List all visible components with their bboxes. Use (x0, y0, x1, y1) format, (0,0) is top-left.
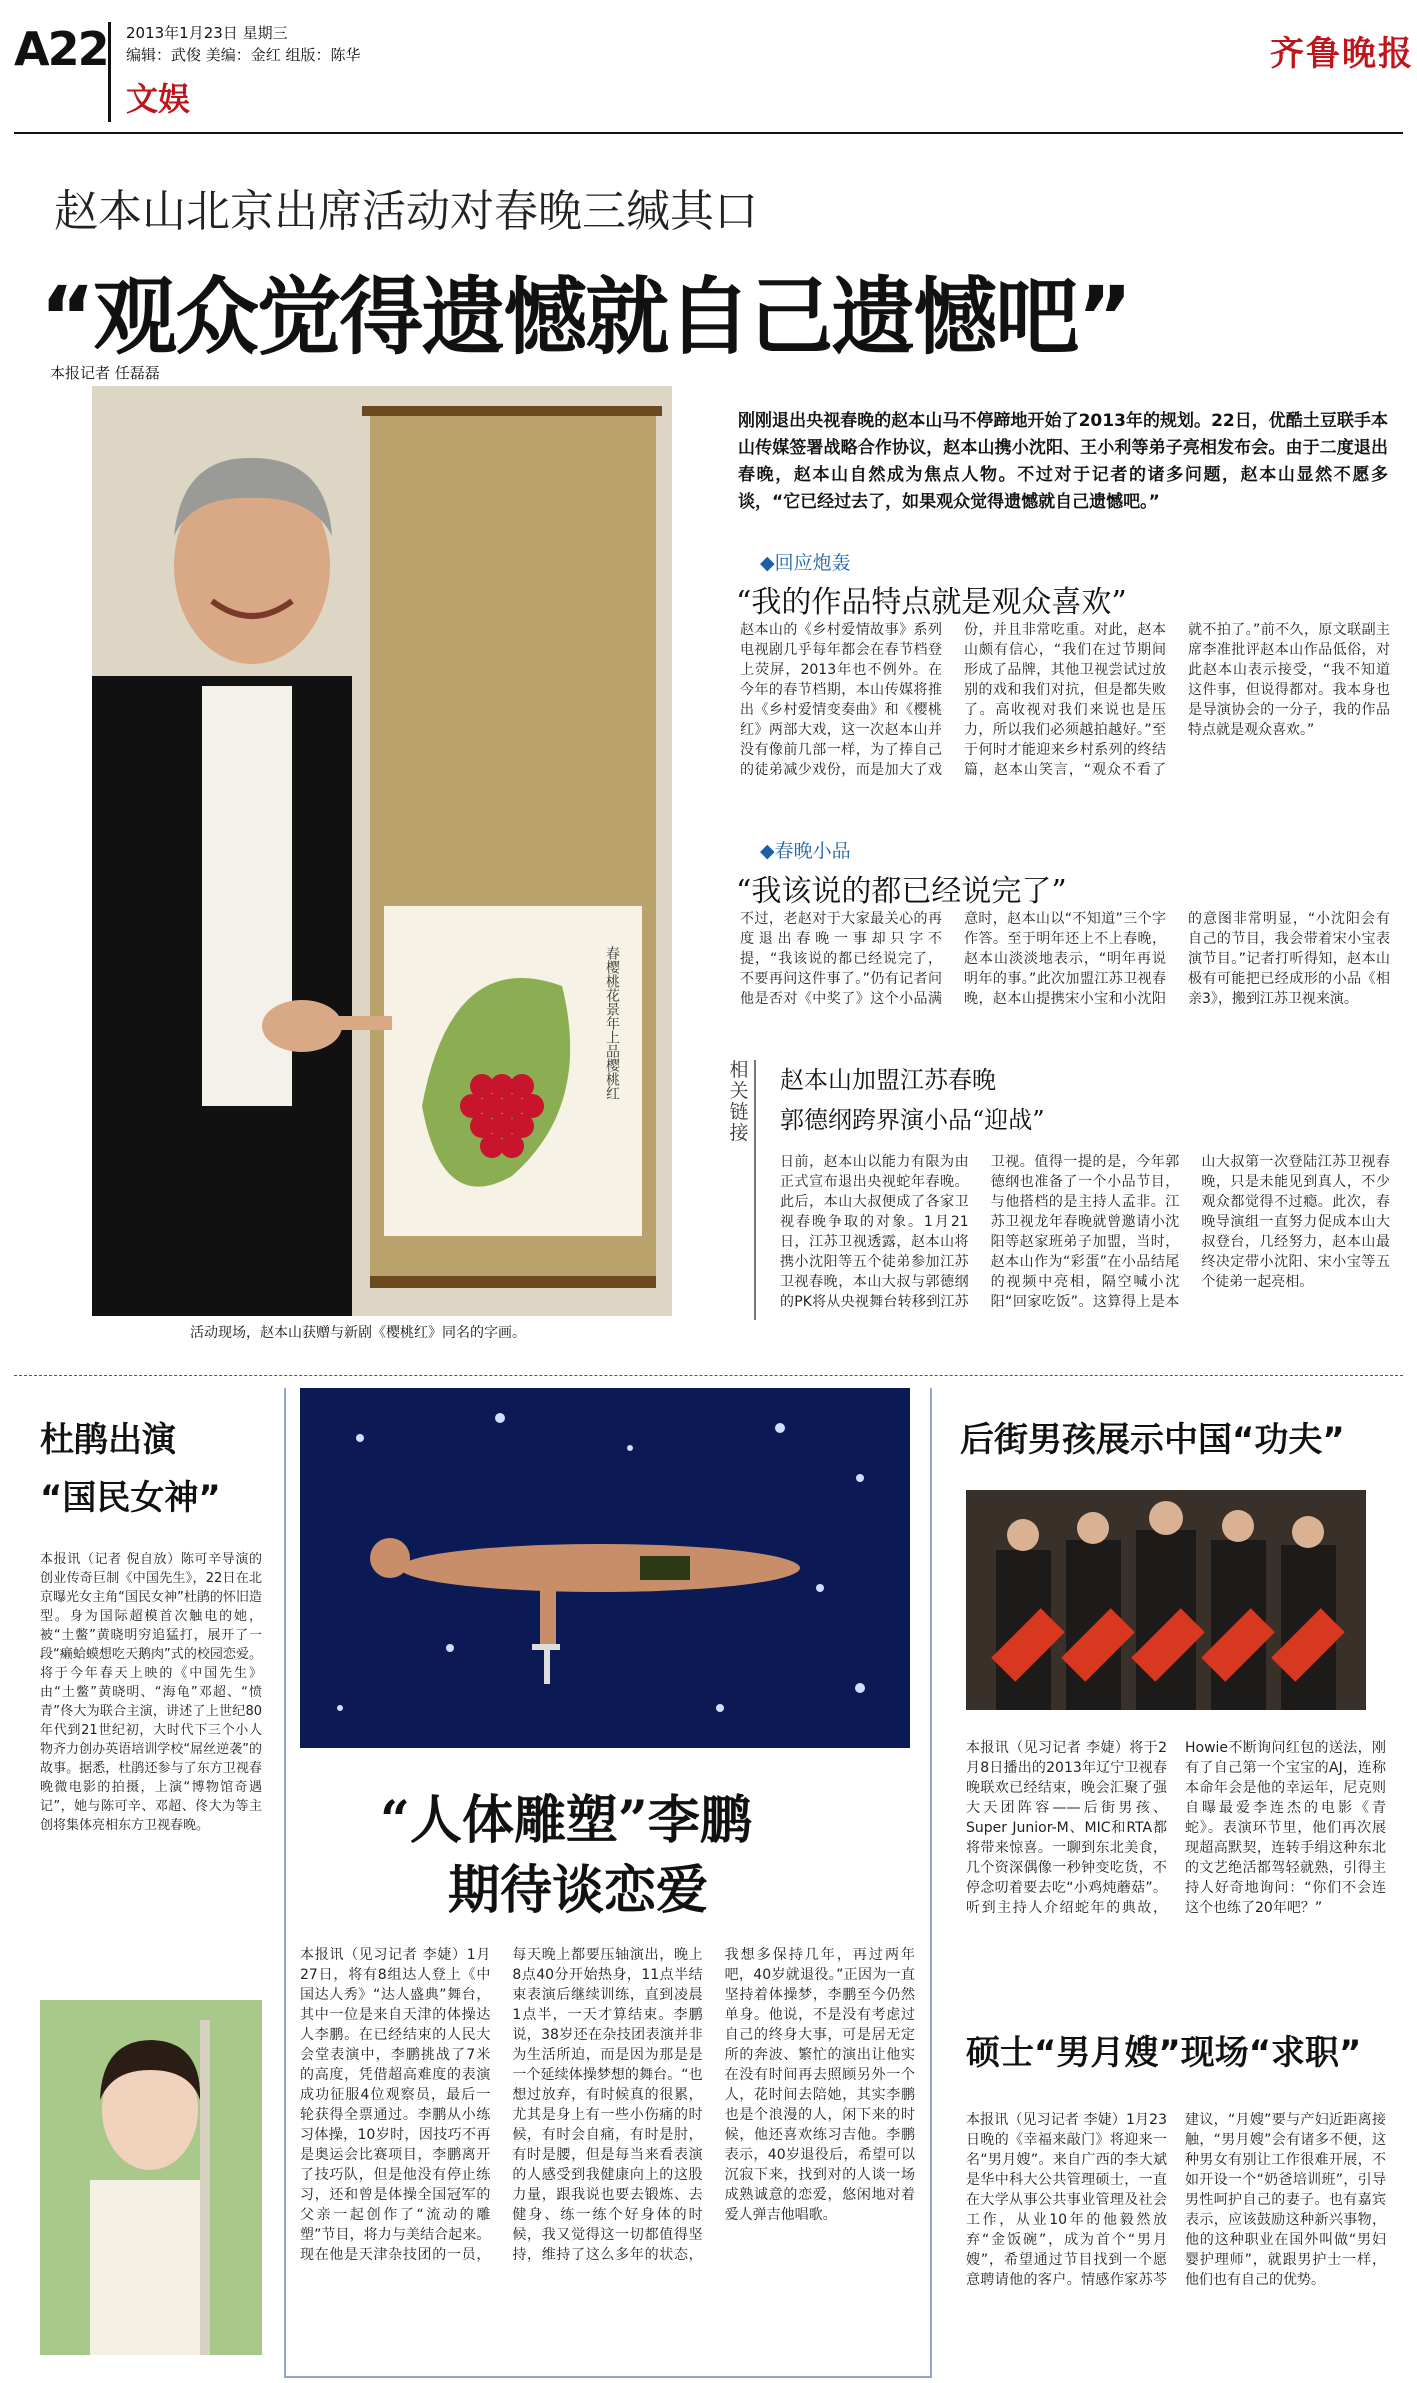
section-body-gala-skit: 不过，老赵对于大家最关心的再度退出春晚一事却只字不提，“我该说的都已经说完了，不要再问这件事了。”仍有记者问他是否对《中奖了》这个小品满意时，赵本山以“不知道”三个字作答。至于明年还上不上春晚，赵本山淡淡地表示，“明年再说明年的事。”此次加盟江苏卫视春晚，赵本山提携宋小宝和小沈阳的意图非常明显，“小沈阳会有自己的节目，我会带着宋小宝表演节目。”记者打听得知，赵本山极有可能把已经成形的小品《相亲3》，搬到江苏卫视来演。 (740, 911, 1390, 1007)
related-heading-1: 赵本山加盟江苏春晚 (780, 1066, 996, 1094)
subhead-response: “我的作品特点就是观众喜欢” (736, 585, 1127, 620)
section-name: 文娱 (126, 80, 191, 118)
related-heading-2: 郭德纲跨界演小品“迎战” (780, 1106, 1045, 1134)
left-title-line2: “国民女神” (40, 1478, 221, 1518)
main-byline: 本报记者 任磊磊 (50, 364, 160, 382)
photo-caption: 活动现场，赵本山获赠与新剧《樱桃红》同名的字画。 (190, 1325, 526, 1341)
page-number: A22 (14, 22, 108, 76)
section-body-response: 赵本山的《乡村爱情故事》系列电视剧几乎每年都会在春节档登上荧屏，2013年也不例外。在今年的春节档期，本山传媒将推出《乡村爱情变奏曲》和《樱桃红》两部大戏，这一次赵本山并没有像前几部一样，为了捧自己的徒弟减少戏份，而是加大了戏份，并且非常吃重。对此，赵本山颇有信心，“我们在过节期间形成了品牌，其他卫视尝试过放别的戏和我们对抗，但是都失败了。高收视对我们来说也是压力，所以我们必须越拍越好。”至于何时才能迎来乡村系列的终结篇，赵本山笑言，“观众不看了就不拍了。”前不久，原文联副主席李准批评赵本山作品低俗，对此赵本山表示接受，“我不知道这件事，但说得都对。我本身也是导演协会的一分子，我的作品特点就是观众喜欢。” (740, 622, 1390, 778)
left-body: 本报讯（记者 倪自放）陈可辛导演的创业传奇巨制《中国先生》，22日在北京曝光女主角“国民女神”杜鹃的怀旧造型。身为国际超模首次触电的她，被“土鳖”黄晓明穷追猛打，展开了一段“癞蛤蟆想吃天鹅肉”式的校园恋爱。将于今年春天上映的《中国先生》由“土鳖”黄晓明、“海龟”邓超、“愤青”佟大为联合主演，讲述了上世纪80年代到21世纪初，大时代下三个小人物齐力创办英语培训学校“屌丝逆袭”的故事。据悉，杜鹃还参与了东方卫视春晚微电影的拍摄，上演“博物馆奇遇记”，她与陈可辛、邓超、佟大为等主创将集体亮相东方卫视春晚。 (40, 1552, 262, 1833)
header-rule (14, 132, 1403, 134)
center-title-line2: 期待谈恋爱 (448, 1860, 709, 1921)
header-divider (108, 22, 111, 122)
right-body-2: 本报讯（见习记者 李婕）1月23日晚的《幸福来敲门》将迎来一名“男月嫂”。来自广西的李大斌是华中科大公共管理硕士，一直在大学从事公共事业管理及社会工作，从业10年的他毅然放弃“金饭碗”，成为首个“男月嫂”，希望通过节目找到一个愿意聘请他的客户。情感作家苏芩建议，“月嫂”要与产妇近距离接触，“男月嫂”会有诸多不便，这种男女有别让工作很难开展，不如开设一个“奶爸培训班”，引导男性呵护自己的妻子。也有嘉宾表示，应该鼓励这种新兴事物，他的这种职业在国外叫做“男妇婴护理师”，就跟男护士一样，他们也有自己的优势。 (966, 2112, 1386, 2288)
center-title-line1: “人体雕塑”李鹏 (380, 1790, 752, 1851)
masthead-logo: 齐鲁晚报 (1270, 34, 1414, 74)
related-body: 日前，赵本山以能力有限为由正式宣布退出央视蛇年春晚。此后，本山大叔便成了各家卫视春晚争取的对象。1月21日，江苏卫视透露，赵本山将携小沈阳等五个徒弟参加江苏卫视春晚，本山大叔与郭德纲的PK将从央视舞台转移到江苏卫视。值得一提的是，今年郭德纲也准备了一个小品节目，与他搭档的是主持人孟非。江苏卫视龙年春晚就曾邀请小沈阳等赵家班弟子加盟，当时，赵本山作为“彩蛋”在小品结尾的视频中亮相，隔空喊小沈阳“回家吃饭”。这算得上是本山大叔第一次登陆江苏卫视春晚，只是未能见到真人，不少观众都觉得不过瘾。此次，春晚导演组一直努力促成本山大叔登台，几经努力，赵本山最终决定带小沈阳、宋小宝等五个徒弟一起亮相。 (780, 1154, 1390, 1310)
right-title-2: 硕士“男月嫂”现场“求职” (966, 2033, 1362, 2073)
section-divider (14, 1375, 1403, 1376)
related-links-label: 相关链接 (729, 1059, 749, 1144)
date-line: 2013年1月23日 星期三 (126, 24, 288, 42)
center-body: 本报讯（见习记者 李婕）1月27日，将有8组达人登上《中国达人秀》“达人盛典”舞台，其中一位是来自天津的体操达人李鹏。在已经结束的人民大会堂表演中，李鹏挑战了7米的高度，凭借超高难度的表演成功征服4位观察员，最后一轮获得全票通过。李鹏从小练习体操，10岁时，因技巧不再是奥运会比赛项目，李鹏离开了技巧队，但是他没有停止练习，还和曾是体操全国冠军的父亲一起创作了“流动的雕塑”节目，将力与美结合起来。现在他是天津杂技团的一员，每天晚上都要压轴演出，晚上8点40分开始热身，11点半结束表演后继续训练，直到凌晨1点半，一天才算结束。李鹏说，38岁还在杂技团表演并非为生活所迫，而是因为那是是一个延续体操梦想的舞台。“也想过放弃，有时候真的很累，尤其是身上有一些小伤痛的时候，有时会自痛，有时是肘，有时是腰，但是每当来看表演的人感受到我健康向上的这股力量，跟我说也要去锻炼、去健身、练一练个好身体的时候，我又觉得这一切都值得坚持，维持了这么多年的状态，我想多保持几年，再过两年吧，40岁就退役。”正因为一直坚持着体操梦，李鹏至今仍然单身。他说，不是没有考虑过自己的终身大事，可是居无定所的奔波、繁忙的演出让他实在没有时间再去照顾另外一个人，花时间去陪她，其实李鹏也是个浪漫的人，闲下来的时候，他还喜欢练习吉他。李鹏表示，40岁退役后，希望可以沉寂下来，找到对的人谈一场成熟诚意的恋爱，悠闲地对着爱人弹吉他唱歌。 (300, 1947, 915, 2263)
subhead-gala-skit: “我该说的都已经说完了” (736, 874, 1067, 909)
left-title-line1: 杜鹃出演 (40, 1420, 176, 1460)
photo-du-juan (40, 2000, 262, 2355)
main-kicker: 赵本山北京出席活动对春晚三缄其口 (54, 186, 758, 237)
main-headline: “观众觉得遗憾就自己遗憾吧” (40, 268, 1131, 366)
main-lead: 刚刚退出央视春晚的赵本山马不停蹄地开始了2013年的规划。22日，优酷土豆联手本山传媒签署战略合作协议，赵本山携小沈阳、王小利等弟子亮相发布会。由于二度退出春晚，赵本山自然成为焦点人物。不过对于记者的诸多问题，赵本山显然不愿多谈，“它已经过去了，如果观众觉得遗憾就自己遗憾吧。” (738, 411, 1388, 512)
related-links-bar (754, 1060, 756, 1320)
photo-backstreet-boys (966, 1490, 1366, 1710)
subhead-tag-gala-skit: ◆春晚小品 (760, 840, 851, 862)
editors-line: 编辑：武俊 美编：金红 组版：陈华 (126, 46, 361, 64)
subhead-tag-response: ◆回应炮轰 (760, 552, 851, 574)
svg-text:春樱桃花景年上品樱桃红: 春樱桃花景年上品樱桃红 (604, 946, 620, 1100)
photo-zhao-benshan-scroll (92, 386, 672, 1316)
photo-li-peng-handstand (300, 1388, 910, 1748)
right-body-1: 本报讯（见习记者 李婕）将于2月8日播出的2013年辽宁卫视春晚联欢已经结束，晚会汇聚了强大天团阵容——后街男孩、Super Junior-M、MIC和RTA都将带来惊喜。一聊到东北美食，几个资深偶像一秒钟变吃货，不停念叨着要去吃“小鸡炖蘑菇”。听到主持人介绍蛇年的典故，Howie不断询问红包的送法，刚有了自己第一个宝宝的AJ，连称本命年会是他的幸运年，尼克则自曝最爱李连杰的电影《青蛇》。表演环节里，他们再次展现超高默契，连转手绢这种东北的文艺绝活都驾轻就熟，引得主持人好奇地询问：“你们不会连这个也练了20年吧？” (966, 1740, 1386, 1916)
right-title-1: 后街男孩展示中国“功夫” (960, 1420, 1345, 1460)
